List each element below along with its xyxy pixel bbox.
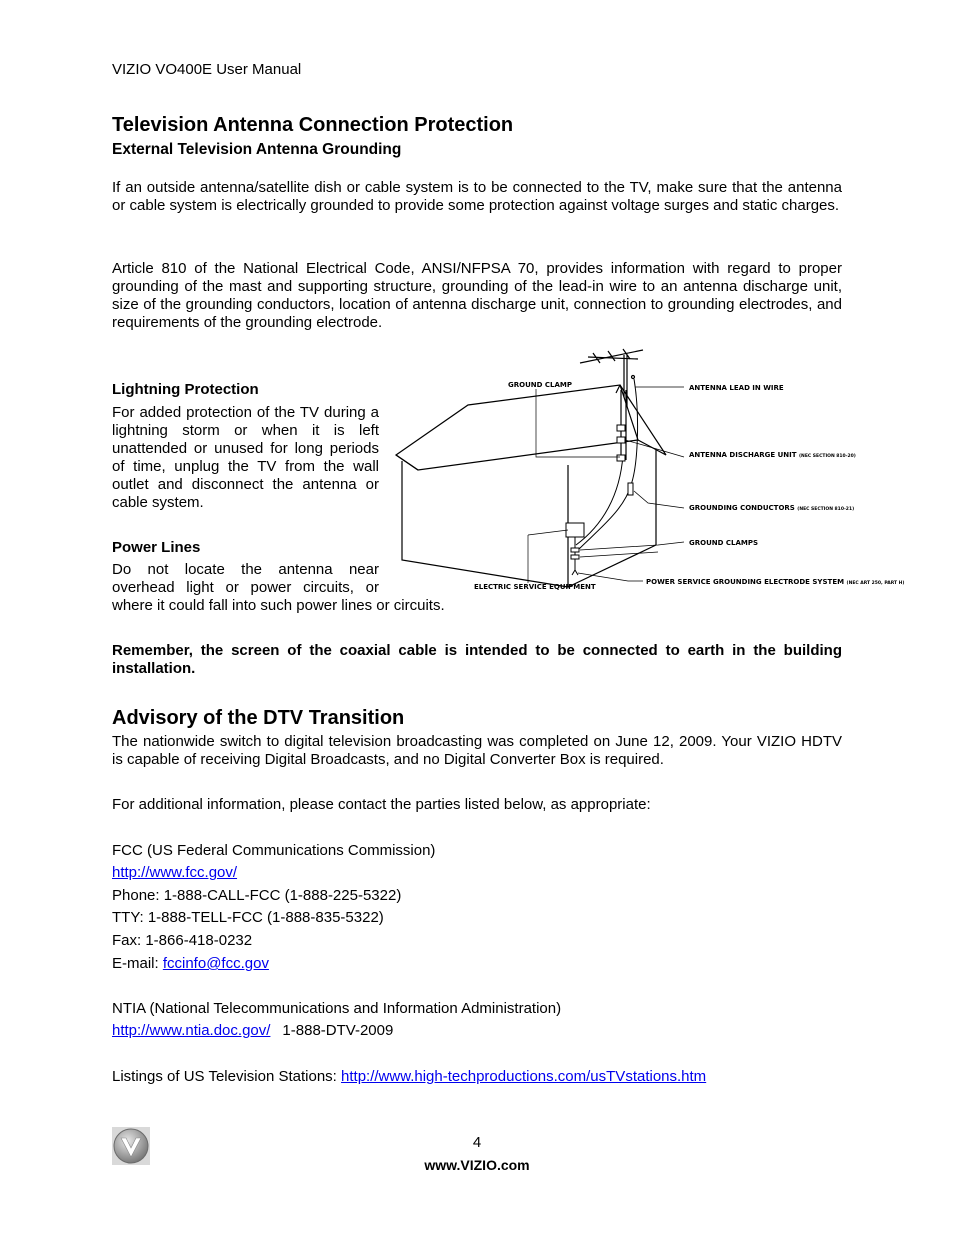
power-lines-title: Power Lines [112,539,201,556]
label-antenna-lead: ANTENNA LEAD IN WIRE [689,384,784,392]
ntia-name: NTIA (National Telecommunications and Information Administration) [112,1000,562,1017]
lightning-title: Lightning Protection [112,381,259,398]
house-icon [396,385,666,587]
fcc-fax: Fax: 1-866-418-0232 [112,932,253,949]
ntia-phone: 1-888-DTV-2009 [282,1022,394,1039]
paragraph-contacts: For additional information, please contact the parties listed below, as appropriate: [112,796,651,813]
paragraph-article-810: Article 810 of the National Electrical Code, ANSI/NFPSA 70, provides information with regard to proper grounding of the mast and supporting structure, grounding of the lead-in wire to an antenna discharge unit, size of the grounding conductors, location of antenna discharge unit, connection to grounding electrodes, and requirements of the grounding electrode. [112,260,842,331]
section-title-antenna: Television Antenna Connection Protection [112,114,514,136]
fcc-url-link[interactable]: http://www.fcc.gov/ [112,864,238,881]
fcc-email-label: E-mail: [112,955,163,972]
label-grounding-conductors: GROUNDING CONDUCTORS (NEC SECTION 810-21) [689,504,855,512]
page-number: 4 [472,1134,482,1151]
label-discharge-unit: ANTENNA DISCHARGE UNIT (NEC SECTION 810-20) [689,451,856,459]
label-power-service: POWER SERVICE GROUNDING ELECTRODE SYSTEM (NEC ART 250, PART H) [646,578,905,586]
header-title: VIZIO VO400E User Manual [112,61,302,78]
label-ground-clamp: GROUND CLAMP [508,381,572,389]
ntia-row [112,1022,393,1040]
footer-website: www.VIZIO.com [424,1157,530,1173]
paragraph-dtv: The nationwide switch to digital television broadcasting was completed on June 12, 2009. Your VIZIO HDTV is capable of receiving Digital Broadcasts, and no Digital Converter Box is required. [112,733,842,768]
remember-note: Remember, the screen of the coaxial cable is intended to be connected to earth in the building installation. [112,642,842,677]
power-lines-text-cont: where it could fall into such power lines or circuits. [112,597,445,614]
label-ground-clamps: GROUND CLAMPS [689,539,759,547]
paragraph-grounding: If an outside antenna/satellite dish or cable system is to be connected to the TV, make sure that the antenna or cable system is electrically grounded to provide some protection against voltage surges and static charges. [112,179,842,214]
power-lines-text: Do not locate the antenna near overhead light or power circuits, or [112,561,379,596]
section-subtitle-grounding: External Television Antenna Grounding [112,141,402,158]
fcc-tty: TTY: 1-888-TELL-FCC (1-888-835-5322) [112,909,384,926]
listings-row [112,1068,706,1086]
ntia-url-link[interactable]: http://www.ntia.doc.gov/ [112,1022,271,1039]
fcc-phone: Phone: 1-888-CALL-FCC (1-888-225-5322) [112,887,402,904]
label-electric-service: ELECTRIC SERVICE EQUIPMENT [474,583,596,591]
listings-label: Listings of US Television Stations: [112,1068,342,1085]
listings-url-link[interactable]: http://www.high-techproductions.com/usTVstations.htm [341,1068,707,1085]
fcc-email-row [112,955,269,973]
antenna-grounding-diagram [388,345,905,595]
fcc-email-link[interactable]: fccinfo@fcc.gov [162,955,269,972]
fcc-name: FCC (US Federal Communications Commission) [112,842,436,859]
section-title-dtv: Advisory of the DTV Transition [112,707,405,729]
lightning-text: For added protection of the TV during a lightning storm or when it is left unattended or unused for long periods of time, unplug the TV from the wall outlet and disconnect the antenna or cable system. [112,404,379,511]
